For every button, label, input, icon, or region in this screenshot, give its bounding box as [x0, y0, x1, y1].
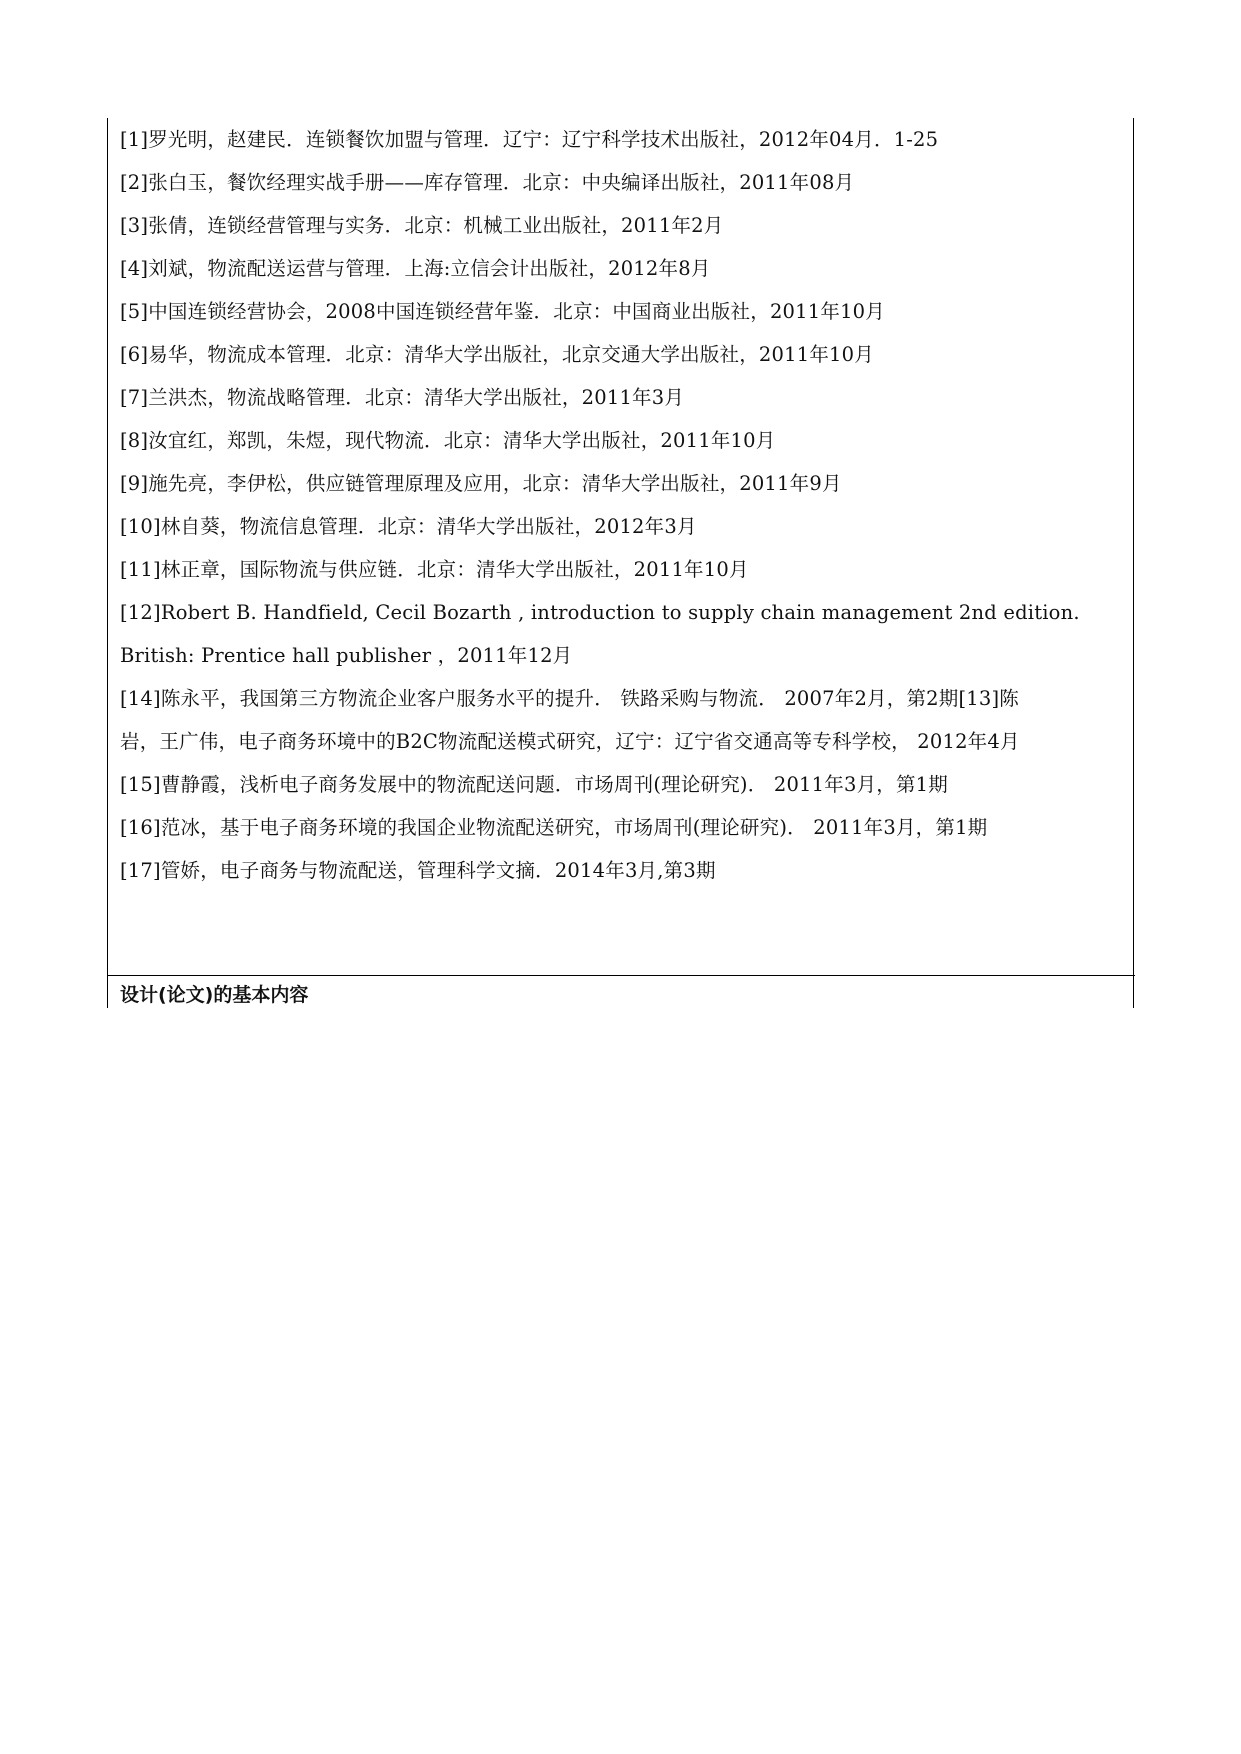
reference-item: [7]兰洪杰，物流战略管理．北京：清华大学出版社，2011年3月	[120, 386, 685, 409]
reference-item: [8]汝宜红，郑凯，朱煜，现代物流．北京：清华大学出版社，2011年10月	[120, 429, 776, 452]
reference-list	[120, 118, 1130, 892]
reference-item: [5]中国连锁经营协会，2008中国连锁经营年鉴．北京：中国商业出版社，2011年10月	[120, 300, 885, 323]
reference-item: [14]陈永平，我国第三方物流企业客户服务水平的提升． 铁路采购与物流． 2007年2月，第2期[13]陈	[120, 687, 1019, 710]
reference-item-continuation: British: Prentice hall publisher ，2011年12月	[120, 644, 573, 667]
reference-item: [3]张倩，连锁经营管理与实务．北京：机械工业出版社，2011年2月	[120, 214, 724, 237]
reference-item: [10]林自葵，物流信息管理．北京：清华大学出版社，2012年3月	[120, 515, 697, 538]
reference-item: [6]易华，物流成本管理．北京：清华大学出版社，北京交通大学出版社，2011年10月	[120, 343, 874, 366]
reference-item: [4]刘斌，物流配送运营与管理．上海:立信会计出版社，2012年8月	[120, 257, 711, 280]
reference-item: [15]曹静霞，浅析电子商务发展中的物流配送问题．市场周刊(理论研究)． 2011年3月，第1期	[120, 773, 948, 796]
reference-item: [11]林正章，国际物流与供应链．北京：清华大学出版社，2011年10月	[120, 558, 749, 581]
row-divider	[107, 975, 1135, 976]
table-right-border	[1133, 118, 1134, 1008]
reference-item: [9]施先亮，李伊松，供应链管理原理及应用，北京：清华大学出版社，2011年9月	[120, 472, 842, 495]
section-heading: 设计(论文)的基本内容	[120, 984, 309, 1006]
table-left-border	[107, 118, 108, 1008]
reference-item: [16]范冰，基于电子商务环境的我国企业物流配送研究，市场周刊(理论研究)． 2011年3月，第1期	[120, 816, 988, 839]
reference-item: [12]Robert B. Handfield, Cecil Bozarth , introduction to supply chain management 2nd edition.	[120, 601, 1080, 624]
reference-item-continuation: 岩，王广伟，电子商务环境中的B2C物流配送模式研究，辽宁：辽宁省交通高等专科学校， 2012年4月	[120, 730, 1020, 753]
reference-item: [2]张白玉，餐饮经理实战手册——库存管理．北京：中央编译出版社，2011年08月	[120, 171, 855, 194]
reference-item: [17]管娇，电子商务与物流配送，管理科学文摘．2014年3月,第3期	[120, 859, 716, 882]
reference-item: [1]罗光明，赵建民．连锁餐饮加盟与管理．辽宁：辽宁科学技术出版社，2012年04月．1-25	[120, 128, 939, 151]
